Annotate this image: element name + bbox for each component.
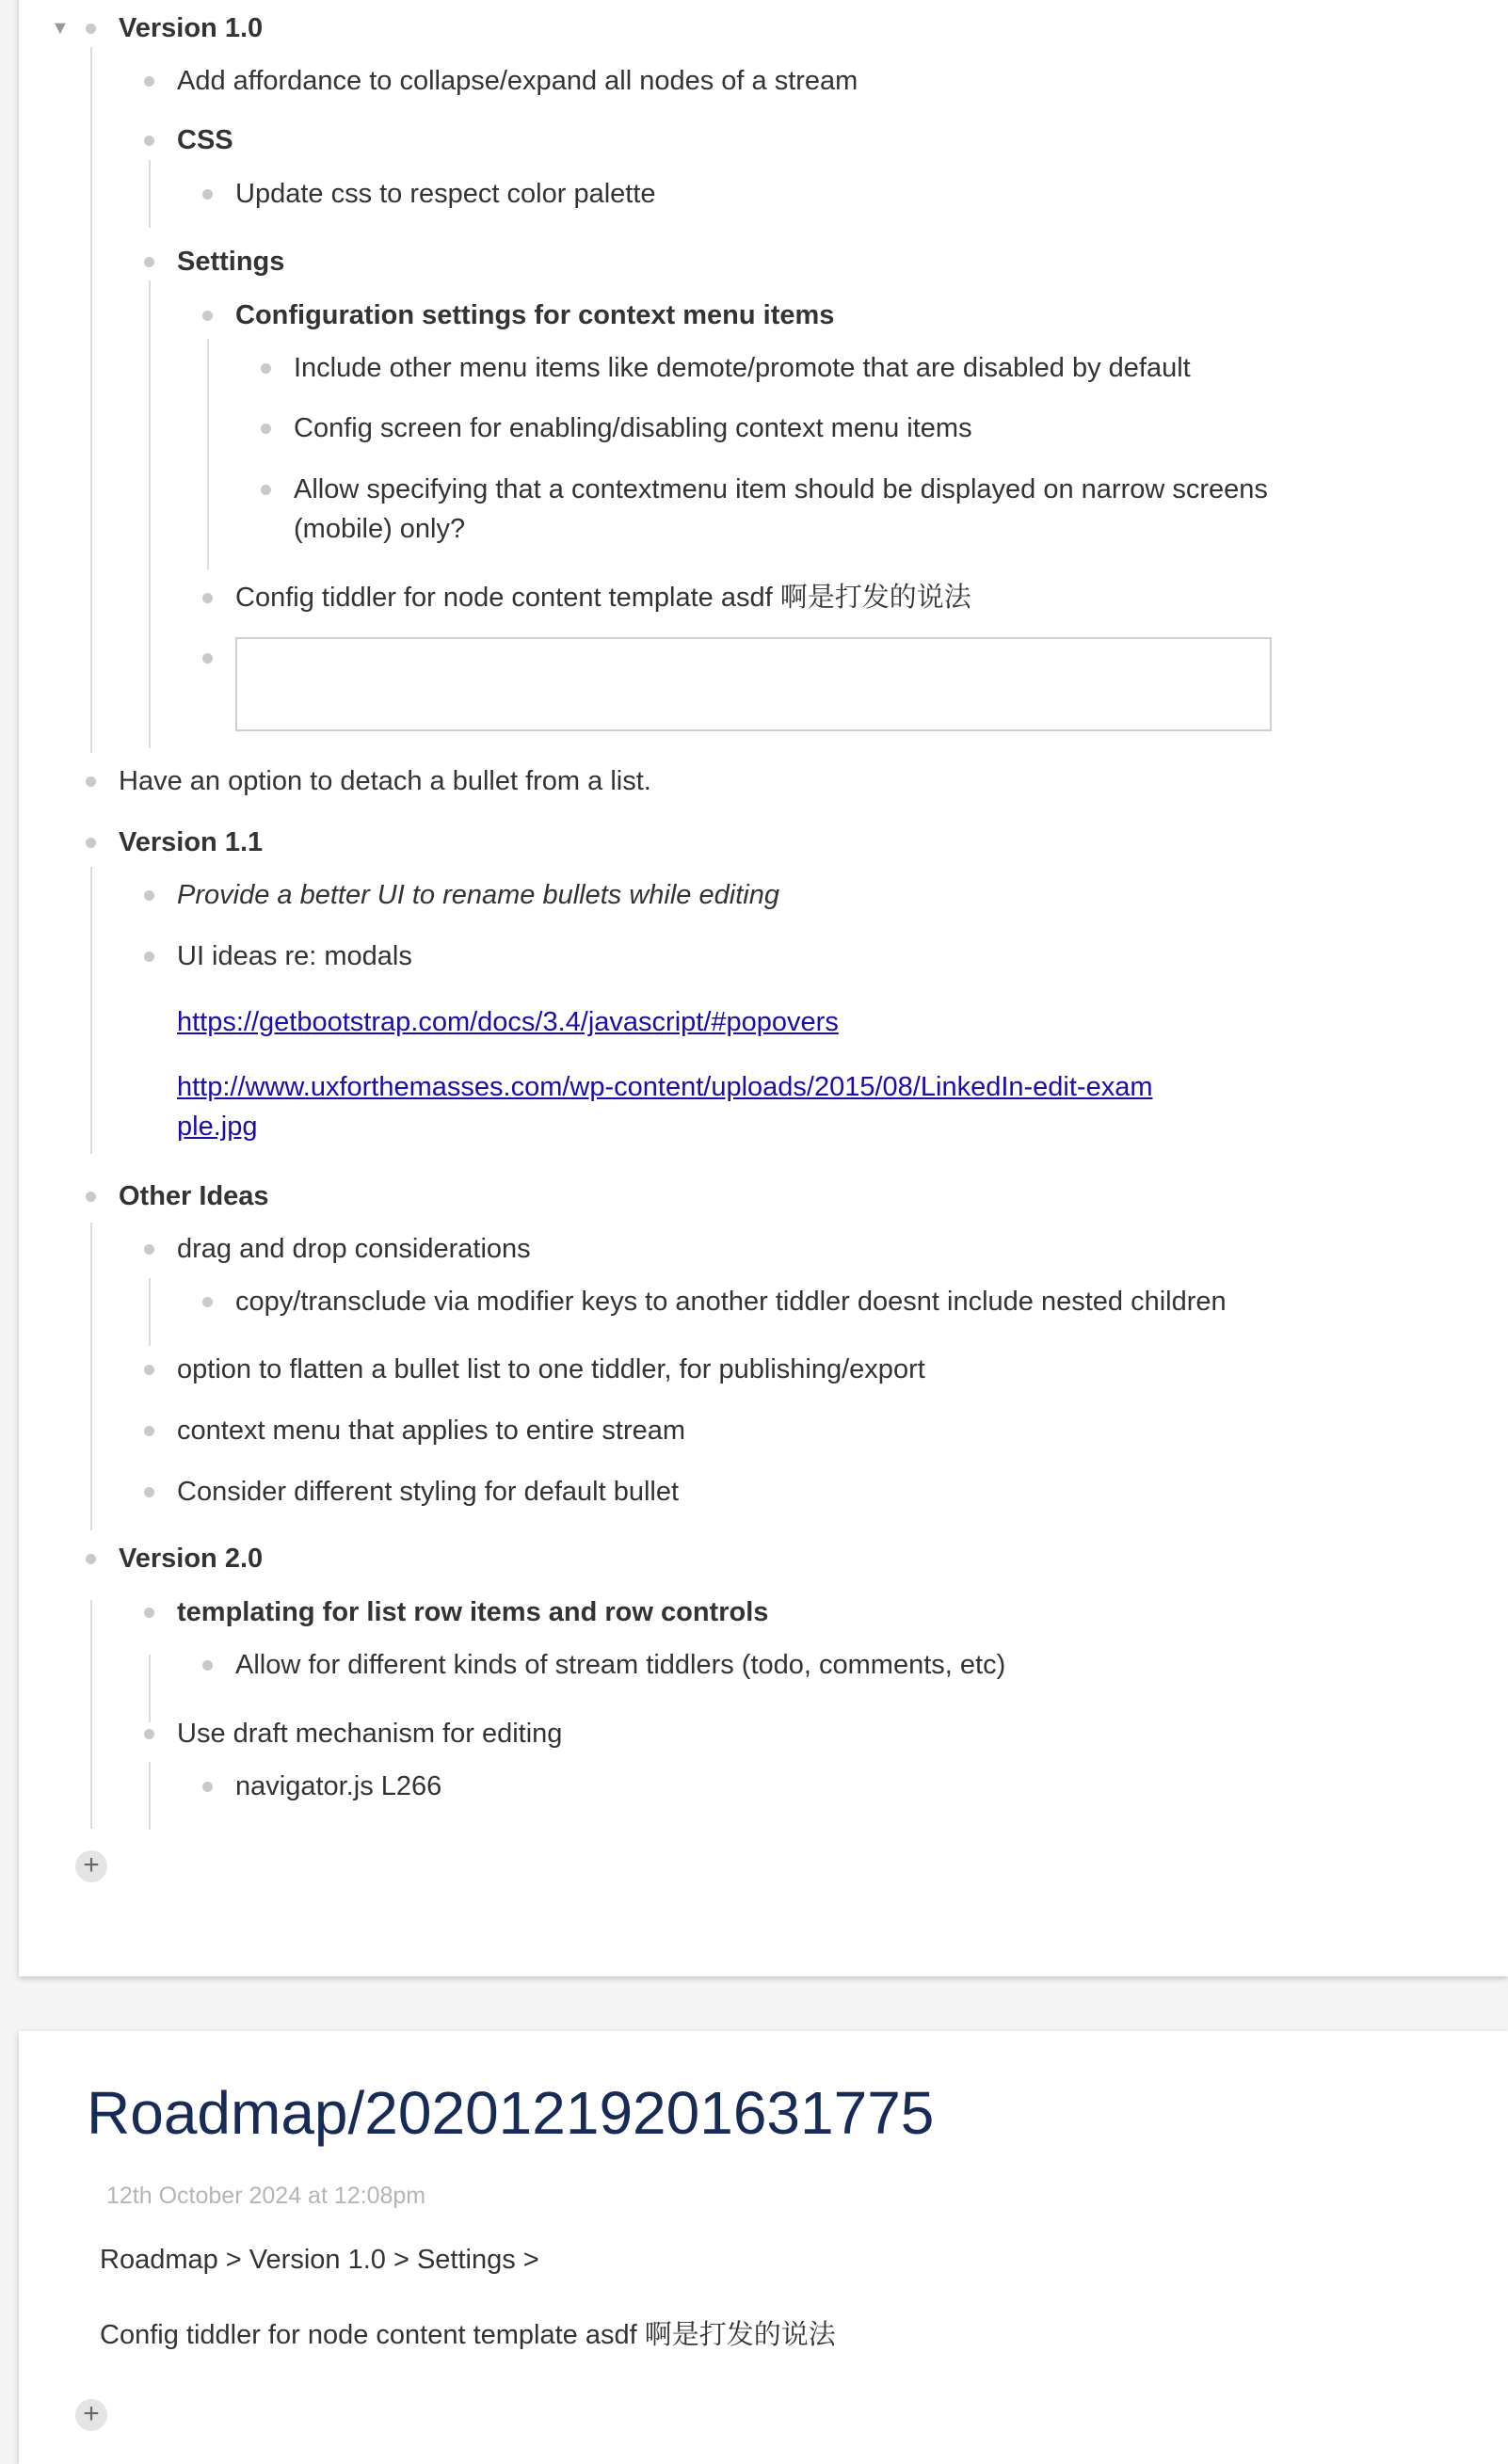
indent-guide xyxy=(149,1655,151,1722)
node-text[interactable]: option to flatten a bullet list to one tiddler, for publishing/export xyxy=(177,1354,925,1384)
node-text[interactable]: Config screen for enabling/disabling context menu items xyxy=(294,413,972,443)
node-version-2-0[interactable]: Version 2.0 xyxy=(119,1544,264,1574)
bullet[interactable] xyxy=(144,890,154,901)
bullet[interactable] xyxy=(202,1297,213,1307)
indent-guide xyxy=(90,1600,92,1829)
bullet[interactable] xyxy=(144,1426,154,1436)
node-text[interactable]: Config tiddler for node content template asdf 啊是打发的说法 xyxy=(235,583,971,613)
bullet[interactable] xyxy=(144,1365,154,1375)
bullet[interactable] xyxy=(261,424,271,434)
bullet[interactable] xyxy=(86,776,96,787)
bullet[interactable] xyxy=(144,952,154,962)
triangle-down-icon[interactable]: ▼ xyxy=(51,18,70,39)
bullet[interactable] xyxy=(144,1608,154,1618)
bullet[interactable] xyxy=(86,838,96,848)
node-css[interactable]: CSS xyxy=(177,125,233,155)
tiddler-date: 12th October 2024 at 12:08pm xyxy=(106,2183,426,2209)
bullet[interactable] xyxy=(261,363,271,374)
node-text[interactable]: context menu that applies to entire stream xyxy=(177,1416,686,1446)
indent-guide xyxy=(149,160,151,228)
plus-icon[interactable]: + xyxy=(75,2399,107,2431)
node-other-ideas[interactable]: Other Ideas xyxy=(119,1181,269,1211)
node-text[interactable]: UI ideas re: modals xyxy=(177,941,412,971)
bullet[interactable] xyxy=(261,485,271,495)
bullet[interactable] xyxy=(144,136,154,146)
bullet[interactable] xyxy=(202,1660,213,1671)
node-text[interactable]: Have an option to detach a bullet from a list. xyxy=(119,766,651,796)
node-text[interactable]: Consider different styling for default bullet xyxy=(177,1477,680,1507)
link-linkedin-edit-example[interactable]: http://www.uxforthemasses.com/wp-content/uploads/2015/08/LinkedIn-edit-example.jpg xyxy=(177,1072,1153,1142)
indent-guide xyxy=(90,47,92,753)
bullet[interactable] xyxy=(202,593,213,603)
link-bootstrap-popovers[interactable]: https://getbootstrap.com/docs/3.4/javascript/#popovers xyxy=(177,1007,839,1037)
indent-guide xyxy=(149,280,151,748)
node-text[interactable]: navigator.js L266 xyxy=(235,1771,442,1801)
bullet[interactable] xyxy=(86,24,96,34)
bullet[interactable] xyxy=(202,1782,213,1792)
indent-guide xyxy=(207,339,209,569)
node-text[interactable]: copy/transclude via modifier keys to another tiddler doesnt include nested children xyxy=(235,1287,1227,1317)
indent-guide xyxy=(90,1223,92,1530)
node-text[interactable]: drag and drop considerations xyxy=(177,1234,531,1264)
node-edit-textarea[interactable] xyxy=(235,637,1272,731)
bullet[interactable] xyxy=(144,76,154,87)
bullet[interactable] xyxy=(86,1192,96,1202)
bullet[interactable] xyxy=(144,257,154,267)
indent-guide xyxy=(149,1762,151,1830)
plus-icon[interactable]: + xyxy=(75,1850,107,1882)
bullet[interactable] xyxy=(86,1554,96,1564)
node-text[interactable]: Allow for different kinds of stream tiddlers (todo, comments, etc) xyxy=(235,1650,1006,1680)
node-text[interactable]: Allow specifying that a contextmenu item should be displayed on narrow screens (mobile) only? xyxy=(294,474,1268,544)
breadcrumb: Roadmap > Version 1.0 > Settings > xyxy=(100,2245,539,2275)
node-text[interactable]: Add affordance to collapse/expand all nodes of a stream xyxy=(177,66,858,96)
node-text[interactable]: Use draft mechanism for editing xyxy=(177,1719,563,1749)
bullet[interactable] xyxy=(144,1244,154,1255)
node-text[interactable]: Update css to respect color palette xyxy=(235,179,656,209)
indent-guide xyxy=(149,1278,151,1346)
bullet[interactable] xyxy=(202,653,213,664)
indent-guide xyxy=(90,867,92,1154)
bullet[interactable] xyxy=(144,1487,154,1497)
node-version-1-0[interactable]: Version 1.0 xyxy=(119,13,264,43)
bullet[interactable] xyxy=(202,189,213,200)
tiddler-title: Roadmap/20201219201631775 xyxy=(87,2079,935,2147)
node-version-1-1[interactable]: Version 1.1 xyxy=(119,827,264,857)
tiddler-content: Config tiddler for node content template asdf 啊是打发的说法 xyxy=(100,2320,836,2350)
bullet[interactable] xyxy=(144,1729,154,1739)
node-text[interactable]: Include other menu items like demote/promote that are disabled by default xyxy=(294,353,1191,383)
node-config-context-menu[interactable]: Configuration settings for context menu items xyxy=(235,300,835,330)
node-settings[interactable]: Settings xyxy=(177,247,285,277)
node-text[interactable]: Provide a better UI to rename bullets while editing xyxy=(177,880,779,910)
node-text[interactable]: templating for list row items and row controls xyxy=(177,1597,769,1627)
bullet[interactable] xyxy=(202,311,213,321)
